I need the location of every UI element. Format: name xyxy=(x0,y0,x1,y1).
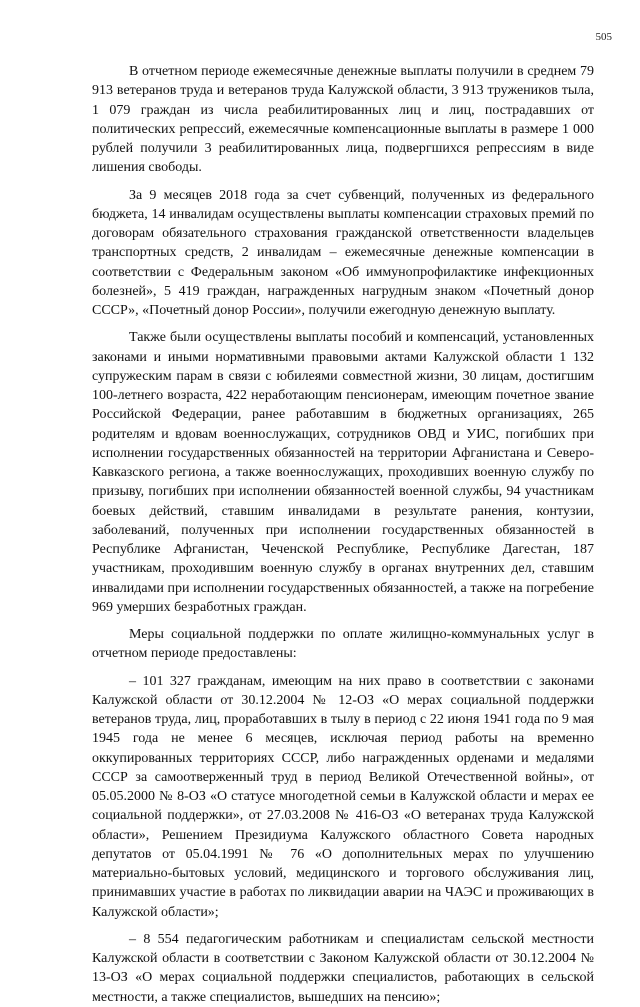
paragraph-federal-subventions: За 9 месяцев 2018 года за счет субвенций, полученных из федерального бюджета, 14 инвалидам осуществлены выплаты компенсации страховых премий по договорам обязательного страхования гражданской ответственности владельцев транспортных средств, 2 инвалидам – ежемесячные денежные компенсации в соответствии с Федеральным законом «Об иммунопрофилактике инфекционных болезней», 5 419 граждан, награжденных нагрудным знаком «Почетный донор СССР», «Почетный донор России», получили ежегодную денежную выплату. xyxy=(92,187,594,318)
document-body xyxy=(92,62,594,1007)
paragraph-monthly-payments: В отчетном периоде ежемесячные денежные выплаты получили в среднем 79 913 ветеранов труда и ветеранов труда Калужской области, 3 913 тружеников тыла, 1 079 граждан из числа реабилитированных лиц и лиц, пострадавших от политических репрессий, ежемесячные компенсационные выплаты в размере 1 000 рублей получили 3 реабилитированных лица, подвергшихся репрессиям в виде лишения свободы. xyxy=(92,64,594,176)
paragraph-housing-support-veterans: – 101 327 гражданам, имеющим на них право в соответствии с законами Калужской области от 30.12.2004 № 12-ОЗ «О мерах социальной поддержки ветеранов труда, лиц, проработавших в тылу в период с 22 июня 1941 года по 9 мая 1945 года не менее 6 месяцев, исключая период работы на временно оккупированных территориях СССР, либо награжденных орденами и медалями СССР за самоотверженный труд в период Великой Отечественной войны», от 05.05.2000 № 8-ОЗ «О статусе многодетной семьи в Калужской области и мерах ее социальной поддержки», от 27.03.2008 № 416-ОЗ «О ветеранах труда Калужской области», Решением Президиума Калужского областного Совета народных депутатов от 05.04.1991 № 76 «О дополнительных мерах по улучшению материально-бытовых условий, медицинского и торгового обслуживания лиц, принимавших участие в работах по ликвидации аварии на ЧАЭС и проживающих в Калужской области»; xyxy=(92,673,594,920)
paragraph-housing-support-intro: Меры социальной поддержки по оплате жилищно-коммунальных услуг в отчетном периоде предоставлены: xyxy=(92,627,594,662)
page-number: 505 xyxy=(595,31,612,43)
paragraph-benefits-compensations: Также были осуществлены выплаты пособий и компенсаций, установленных законами и иными нормативными правовыми актами Калужской области 1 132 супружеским парам в связи с юбилеями совместной жизни, 30 лицам, достигшим 100-летнего возраста, 422 неработающим пенсионерам, имеющим почетное звание Российской Федерации, ранее работавшим в бюджетных организациях, 265 родителям и вдовам военнослужащих, сотрудников ОВД и УИС, погибших при исполнении государственных обязанностей на территории Афганистана и Северо-Кавказского региона, а также военнослужащих, проходивших военную службу по призыву, погибших при исполнении обязанностей военной службы, 94 участникам боевых действий, ставшим инвалидами в результате ранения, контузии, заболеваний, полученных при исполнении государственных обязанностей в Республике Афганистан, Чеченской Республике, Республике Дагестан, 187 участникам, проходившим военную службу в органах внутренних дел, ставшим инвалидами при исполнении государственных обязанностей, а также на погребение 969 умерших безработных граждан. xyxy=(92,330,594,615)
paragraph-housing-support-rural-specialists: – 8 554 педагогическим работникам и специалистам сельской местности Калужской области в соответствии с Законом Калужской области от 30.12.2004 № 13-ОЗ «О мерах социальной поддержки специалистов, работающих в сельской местности, а также специалистов, вышедших на пенсию»; xyxy=(92,931,594,1005)
